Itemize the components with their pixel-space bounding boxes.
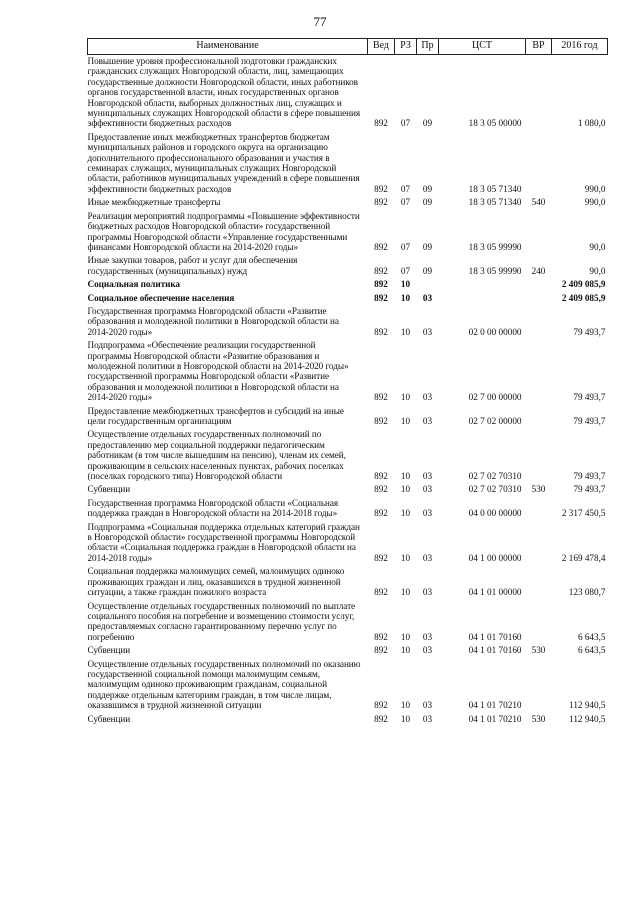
cell-amount: 79 493,7 <box>573 392 606 403</box>
cell-cst: 02 7 02 00000 <box>468 416 522 426</box>
cell-cst: 02 7 02 70310 <box>468 471 522 482</box>
cell-name: Осуществление отдельных государственных полномочий по предоставлению мер социальной поддержки педагогическим работникам (в том числе вышедшим на пенсию), членам их семей, проживающим в сельских населенных пунктах, рабочих поселках (поселках городского типа) Новгородской области <box>87 429 346 482</box>
cell-ved: 892 <box>374 484 388 495</box>
cell-name: Субвенции <box>87 713 131 724</box>
header-pr: Пр <box>417 39 439 55</box>
cell-ved: 892 <box>374 292 388 303</box>
cell-cst: 04 1 01 70210 <box>468 713 522 724</box>
table-row <box>88 55 608 131</box>
cell-pr: 09 <box>422 197 433 208</box>
cell-rz: 10 <box>400 645 411 656</box>
cell-vr <box>526 428 552 483</box>
cell-name: Осуществление отдельных государственных полномочий по оказанию государственной социальной помощи малоимущим семьям, малоимущим одиноко проживающим гражданам, социальной поддержке отдельным категориям граждан, в том числе лицам, оказавшимся в трудной жизненной ситуации <box>87 658 361 711</box>
table-row <box>88 713 608 726</box>
cell-vr: 240 <box>531 265 546 276</box>
cell-pr: 03 <box>422 392 433 403</box>
cell-rz: 10 <box>400 552 411 563</box>
cell-vr: 540 <box>531 197 546 208</box>
cell-amount: 112 940,5 <box>569 700 606 711</box>
cell-name: Социальная политика <box>87 279 180 290</box>
cell-cst <box>439 278 526 291</box>
cell-amount: 79 493,7 <box>573 326 606 337</box>
cell-vr <box>526 497 552 521</box>
cell-ved: 892 <box>374 471 388 482</box>
cell-name: Субвенции <box>87 484 131 495</box>
cell-name: Иные закупки товаров, работ и услуг для обеспечения государственных (муниципальных) нужд <box>87 255 298 276</box>
cell-amount: 2 409 085,9 <box>561 279 606 290</box>
cell-cst: 04 1 00 00000 <box>468 552 522 563</box>
table-row <box>88 521 608 566</box>
cell-rz: 10 <box>400 292 411 303</box>
cell-ved: 892 <box>374 508 388 519</box>
cell-amount: 2 169 478,4 <box>561 552 606 563</box>
table-row <box>88 658 608 713</box>
cell-vr <box>526 600 552 645</box>
table-row <box>88 254 608 278</box>
cell-cst: 18 3 05 71340 <box>468 197 522 208</box>
cell-amount: 990,0 <box>584 197 606 208</box>
cell-cst: 18 3 05 71340 <box>468 183 522 194</box>
cell-rz: 10 <box>400 484 411 495</box>
cell-cst: 18 3 05 00000 <box>468 118 522 129</box>
table-header-row <box>88 39 608 55</box>
cell-amount: 112 940,5 <box>569 713 606 724</box>
cell-pr: 03 <box>422 631 433 642</box>
cell-vr <box>526 658 552 713</box>
cell-ved: 892 <box>374 265 388 276</box>
cell-pr: 03 <box>422 326 433 337</box>
table-row <box>88 196 608 209</box>
cell-ved: 892 <box>374 118 388 129</box>
cell-rz: 10 <box>400 631 411 642</box>
cell-rz: 10 <box>400 416 411 426</box>
header-rz: РЗ <box>395 39 417 55</box>
cell-amount: 90,0 <box>589 265 606 276</box>
cell-cst: 04 1 01 70210 <box>468 700 522 711</box>
cell-rz: 07 <box>400 265 411 276</box>
header-name: Наименование <box>88 39 368 55</box>
cell-rz: 10 <box>400 713 411 724</box>
cell-cst: 02 7 00 00000 <box>468 392 522 403</box>
header-year: 2016 год <box>552 39 608 55</box>
cell-vr: 530 <box>531 484 546 495</box>
cell-vr <box>526 405 552 429</box>
cell-vr <box>526 521 552 566</box>
cell-ved: 892 <box>374 279 388 290</box>
cell-rz: 07 <box>400 241 411 252</box>
cell-rz: 07 <box>400 118 411 129</box>
cell-ved: 892 <box>374 183 388 194</box>
cell-pr: 09 <box>422 183 433 194</box>
cell-cst <box>439 292 526 305</box>
cell-pr <box>417 278 439 291</box>
cell-amount: 1 080,0 <box>577 118 606 129</box>
cell-amount: 2 317 450,5 <box>561 508 606 519</box>
cell-cst: 04 1 01 70160 <box>468 645 522 656</box>
cell-pr: 03 <box>422 508 433 519</box>
cell-cst: 18 3 05 99990 <box>468 241 522 252</box>
cell-rz: 10 <box>400 700 411 711</box>
cell-cst: 18 3 05 99990 <box>468 265 522 276</box>
cell-name: Социальное обеспечение населения <box>87 292 235 303</box>
cell-name: Предоставление межбюджетных трансфертов и субсидий на иные цели государственным организациям <box>87 405 344 426</box>
header-vr: ВР <box>526 39 552 55</box>
cell-pr: 03 <box>422 700 433 711</box>
cell-vr <box>526 305 552 339</box>
cell-ved: 892 <box>374 241 388 252</box>
cell-ved: 892 <box>374 645 388 656</box>
cell-pr: 09 <box>422 265 433 276</box>
cell-ved: 892 <box>374 392 388 403</box>
table-row <box>88 305 608 339</box>
table-row <box>88 428 608 483</box>
cell-cst: 04 0 00 00000 <box>468 508 522 519</box>
cell-rz: 07 <box>400 183 411 194</box>
table-row <box>88 497 608 521</box>
page-number: 77 <box>313 14 327 29</box>
cell-rz: 10 <box>400 279 411 290</box>
cell-ved: 892 <box>374 416 388 426</box>
table-row <box>88 131 608 196</box>
cell-pr: 03 <box>422 416 433 426</box>
cell-name: Подпрограмма «Обеспечение реализации государственной программы Новгородской области «Развитие образования и молодежной политики в Новгородской области на 2014-2020 годы» государственной программы Новгородской области «Развитие образования и молодежной политики в Новгородской области на 2014-2020 годы» <box>87 340 349 403</box>
table-row <box>88 278 608 291</box>
cell-name: Иные межбюджетные трансферты <box>87 197 221 208</box>
cell-rz: 10 <box>400 587 411 598</box>
cell-vr: 530 <box>531 645 546 656</box>
cell-pr: 09 <box>422 241 433 252</box>
table-row <box>88 565 608 599</box>
cell-ved: 892 <box>374 631 388 642</box>
cell-amount: 79 493,7 <box>573 484 606 495</box>
cell-amount: 79 493,7 <box>573 471 606 482</box>
header-ved: Вед <box>368 39 395 55</box>
cell-amount: 990,0 <box>584 183 606 194</box>
cell-pr: 03 <box>422 645 433 656</box>
cell-rz: 10 <box>400 392 411 403</box>
cell-cst: 04 1 01 00000 <box>468 587 522 598</box>
cell-ved: 892 <box>374 197 388 208</box>
cell-pr: 03 <box>422 471 433 482</box>
cell-amount: 79 493,7 <box>573 416 606 426</box>
cell-name: Субвенции <box>87 645 131 656</box>
cell-name: Социальная поддержка малоимущих семей, малоимущих одиноко проживающих граждан и лиц, оказавшихся в трудной жизненной ситуации, а также граждан пожилого возраста <box>87 566 345 598</box>
cell-vr <box>526 565 552 599</box>
table-row <box>88 483 608 496</box>
cell-ved: 892 <box>374 587 388 598</box>
cell-cst: 02 7 02 70310 <box>468 484 522 495</box>
cell-rz: 10 <box>400 508 411 519</box>
table-row <box>88 292 608 305</box>
table-row <box>88 600 608 645</box>
table-row <box>88 210 608 255</box>
cell-name: Повышение уровня профессиональной подготовки гражданских гражданских служащих Новгородской области, лиц, замещающих государственные должности Новгородской области, иных работников органов государственной власти, иных государственных органов Новгородской области, выборных должностных лиц, служащих и муниципальных служащих Новгородской области в сфере повышения эффективности бюджетных расходов <box>87 56 361 129</box>
cell-cst: 02 0 00 00000 <box>468 326 522 337</box>
cell-ved: 892 <box>374 552 388 563</box>
table-row <box>88 339 608 404</box>
cell-amount: 2 409 085,9 <box>561 292 606 303</box>
table-row <box>88 405 608 429</box>
cell-pr: 03 <box>422 552 433 563</box>
cell-rz: 07 <box>400 197 411 208</box>
cell-amount: 123 080,7 <box>568 587 606 598</box>
cell-amount: 6 643,5 <box>577 645 606 656</box>
cell-vr <box>526 210 552 255</box>
cell-vr <box>526 278 552 291</box>
cell-vr: 530 <box>531 713 546 724</box>
cell-amount: 90,0 <box>589 241 606 252</box>
cell-pr: 03 <box>422 587 433 598</box>
cell-name: Осуществление отдельных государственных полномочий по выплате социального пособия на погребение и возмещению стоимости услуг, предоставляемых согласно гарантированному перечню услуг по погребению <box>87 600 356 642</box>
cell-ved: 892 <box>374 713 388 724</box>
cell-vr <box>526 292 552 305</box>
cell-ved: 892 <box>374 700 388 711</box>
cell-pr: 09 <box>422 118 433 129</box>
cell-name: Предоставление иных межбюджетных трансфертов бюджетам муниципальных районов и городского округа на организацию дополнительного профессионального образования и участия в семинарах служащих, муниципальных служащих Новгородской области, работников муниципальных учреждений в сфере повышения эффективности бюджетных расходов <box>87 131 360 194</box>
cell-rz: 10 <box>400 326 411 337</box>
cell-vr <box>526 131 552 196</box>
cell-name: Реализация мероприятий подпрограммы «Повышение эффективности бюджетных расходов Новгородской области» государственной программы Новгородской области «Управление государственными финансами Новгородской области на 2014-2020 годы» <box>87 210 360 252</box>
cell-name: Государственная программа Новгородской области «Развитие образования и молодежной политики в Новгородской области на 2014-2020 годы» <box>87 305 339 337</box>
cell-ved: 892 <box>374 326 388 337</box>
cell-cst: 04 1 01 70160 <box>468 631 522 642</box>
table-row <box>88 644 608 657</box>
cell-rz: 10 <box>400 471 411 482</box>
table-body <box>88 55 608 726</box>
cell-name: Государственная программа Новгородской области «Социальная поддержка граждан в Новгородской области на 2014-2018 годы» <box>87 497 339 519</box>
cell-pr: 03 <box>422 713 433 724</box>
cell-pr: 03 <box>422 292 433 303</box>
budget-table <box>87 38 608 726</box>
cell-vr <box>526 339 552 404</box>
cell-pr: 03 <box>422 484 433 495</box>
header-cst: ЦСТ <box>439 39 526 55</box>
cell-amount: 6 643,5 <box>577 631 606 642</box>
cell-name: Подпрограмма «Социальная поддержка отдельных категорий граждан в Новгородской области» государственной программы Новгородской области «Социальная поддержка граждан в Новгородской области на 2014-2018 годы» <box>87 521 360 563</box>
cell-vr <box>526 55 552 131</box>
